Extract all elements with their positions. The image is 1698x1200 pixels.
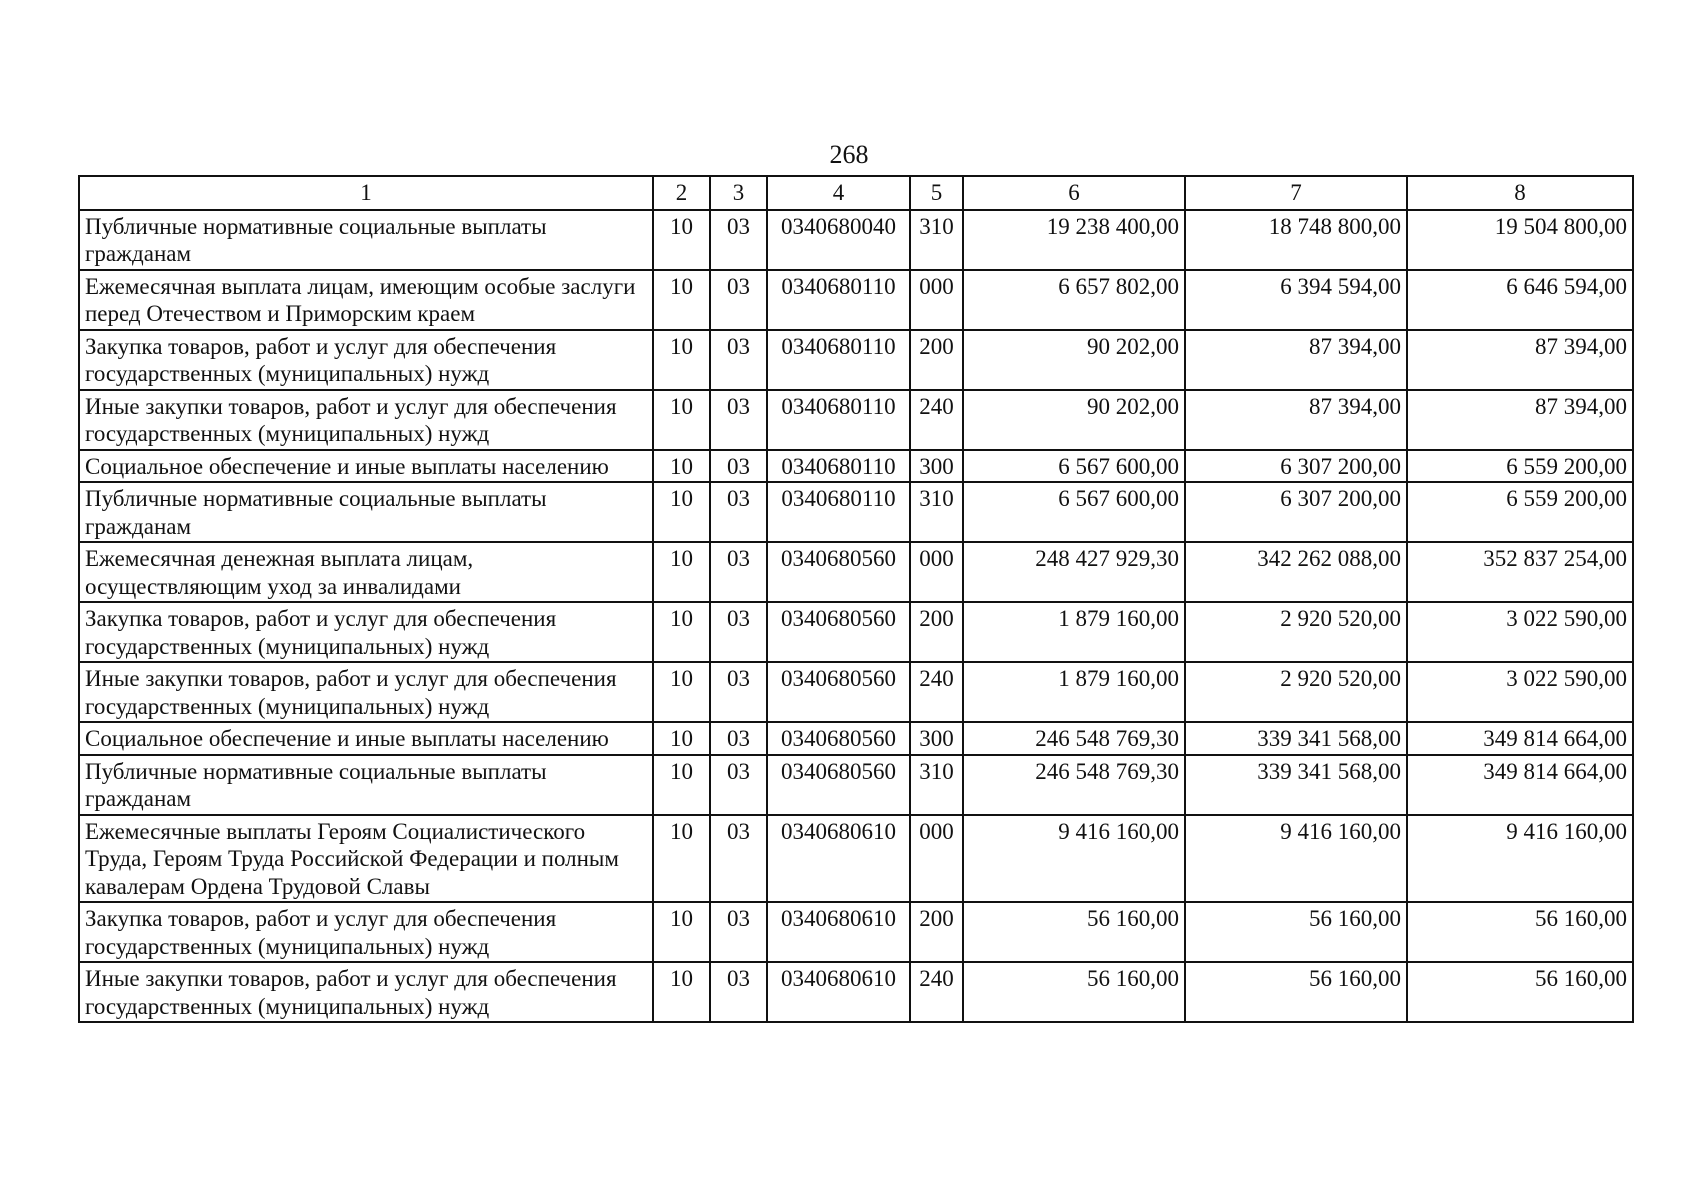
header-row	[79, 176, 1633, 210]
row-name-cell: Публичные нормативные социальные выплаты гражданам	[79, 210, 653, 270]
subsection-cell: 03	[710, 662, 767, 722]
subsection-cell: 03	[710, 815, 767, 903]
table-row	[79, 450, 1633, 483]
section-cell: 10	[653, 722, 710, 755]
section-cell: 10	[653, 962, 710, 1022]
amount-col6-cell: 6 567 600,00	[963, 482, 1185, 542]
amount-col6-cell: 248 427 929,30	[963, 542, 1185, 602]
target-article-cell: 0340680110	[767, 390, 910, 450]
row-name-cell: Публичные нормативные социальные выплаты гражданам	[79, 755, 653, 815]
amount-col7-cell: 18 748 800,00	[1185, 210, 1407, 270]
column-header: 5	[910, 176, 963, 210]
amount-col7-cell: 87 394,00	[1185, 330, 1407, 390]
expense-type-cell: 240	[910, 390, 963, 450]
amount-col8-cell: 56 160,00	[1407, 902, 1633, 962]
section-cell: 10	[653, 902, 710, 962]
amount-col6-cell: 246 548 769,30	[963, 755, 1185, 815]
expense-type-cell: 300	[910, 450, 963, 483]
section-cell: 10	[653, 662, 710, 722]
expense-type-cell: 310	[910, 482, 963, 542]
expense-type-cell: 300	[910, 722, 963, 755]
expense-type-cell: 200	[910, 902, 963, 962]
subsection-cell: 03	[710, 210, 767, 270]
target-article-cell: 0340680610	[767, 962, 910, 1022]
amount-col7-cell: 339 341 568,00	[1185, 722, 1407, 755]
amount-col6-cell: 90 202,00	[963, 330, 1185, 390]
target-article-cell: 0340680560	[767, 662, 910, 722]
amount-col8-cell: 349 814 664,00	[1407, 755, 1633, 815]
section-cell: 10	[653, 755, 710, 815]
subsection-cell: 03	[710, 390, 767, 450]
row-name-cell: Закупка товаров, работ и услуг для обеспечения государственных (муниципальных) нужд	[79, 602, 653, 662]
expense-type-cell: 000	[910, 542, 963, 602]
expense-type-cell: 000	[910, 815, 963, 903]
section-cell: 10	[653, 390, 710, 450]
column-header: 1	[79, 176, 653, 210]
target-article-cell: 0340680110	[767, 330, 910, 390]
amount-col6-cell: 6 567 600,00	[963, 450, 1185, 483]
row-name-cell: Социальное обеспечение и иные выплаты населению	[79, 722, 653, 755]
target-article-cell: 0340680040	[767, 210, 910, 270]
amount-col8-cell: 6 559 200,00	[1407, 450, 1633, 483]
table-row	[79, 330, 1633, 390]
amount-col7-cell: 9 416 160,00	[1185, 815, 1407, 903]
row-name-cell: Публичные нормативные социальные выплаты гражданам	[79, 482, 653, 542]
subsection-cell: 03	[710, 450, 767, 483]
column-header: 7	[1185, 176, 1407, 210]
row-name-cell: Ежемесячные выплаты Героям Социалистического Труда, Героям Труда Российской Федерации и полным кавалерам Ордена Трудовой Славы	[79, 815, 653, 903]
amount-col6-cell: 6 657 802,00	[963, 270, 1185, 330]
table-row	[79, 962, 1633, 1022]
target-article-cell: 0340680110	[767, 450, 910, 483]
amount-col6-cell: 56 160,00	[963, 962, 1185, 1022]
column-header: 2	[653, 176, 710, 210]
column-header: 6	[963, 176, 1185, 210]
subsection-cell: 03	[710, 755, 767, 815]
amount-col8-cell: 56 160,00	[1407, 962, 1633, 1022]
table-row	[79, 722, 1633, 755]
amount-col7-cell: 342 262 088,00	[1185, 542, 1407, 602]
expense-type-cell: 310	[910, 755, 963, 815]
amount-col7-cell: 56 160,00	[1185, 902, 1407, 962]
column-header: 4	[767, 176, 910, 210]
amount-col6-cell: 19 238 400,00	[963, 210, 1185, 270]
subsection-cell: 03	[710, 330, 767, 390]
table-row	[79, 542, 1633, 602]
amount-col8-cell: 349 814 664,00	[1407, 722, 1633, 755]
amount-col7-cell: 87 394,00	[1185, 390, 1407, 450]
table-row	[79, 662, 1633, 722]
expense-type-cell: 310	[910, 210, 963, 270]
table-body	[79, 210, 1633, 1023]
expense-type-cell: 200	[910, 602, 963, 662]
row-name-cell: Ежемесячная выплата лицам, имеющим особые заслуги перед Отечеством и Приморским краем	[79, 270, 653, 330]
row-name-cell: Закупка товаров, работ и услуг для обеспечения государственных (муниципальных) нужд	[79, 902, 653, 962]
target-article-cell: 0340680560	[767, 722, 910, 755]
table-row	[79, 270, 1633, 330]
budget-table	[78, 175, 1634, 1023]
row-name-cell: Социальное обеспечение и иные выплаты населению	[79, 450, 653, 483]
subsection-cell: 03	[710, 722, 767, 755]
amount-col8-cell: 352 837 254,00	[1407, 542, 1633, 602]
expense-type-cell: 240	[910, 662, 963, 722]
amount-col8-cell: 19 504 800,00	[1407, 210, 1633, 270]
section-cell: 10	[653, 542, 710, 602]
table-row	[79, 815, 1633, 903]
table-row	[79, 602, 1633, 662]
row-name-cell: Иные закупки товаров, работ и услуг для обеспечения государственных (муниципальных) нужд	[79, 662, 653, 722]
amount-col8-cell: 3 022 590,00	[1407, 662, 1633, 722]
amount-col6-cell: 1 879 160,00	[963, 662, 1185, 722]
row-name-cell: Закупка товаров, работ и услуг для обеспечения государственных (муниципальных) нужд	[79, 330, 653, 390]
section-cell: 10	[653, 602, 710, 662]
section-cell: 10	[653, 450, 710, 483]
amount-col6-cell: 246 548 769,30	[963, 722, 1185, 755]
amount-col8-cell: 6 646 594,00	[1407, 270, 1633, 330]
subsection-cell: 03	[710, 902, 767, 962]
target-article-cell: 0340680610	[767, 815, 910, 903]
table-row	[79, 390, 1633, 450]
amount-col7-cell: 2 920 520,00	[1185, 662, 1407, 722]
section-cell: 10	[653, 482, 710, 542]
target-article-cell: 0340680110	[767, 482, 910, 542]
amount-col6-cell: 56 160,00	[963, 902, 1185, 962]
amount-col8-cell: 87 394,00	[1407, 330, 1633, 390]
column-header: 3	[710, 176, 767, 210]
target-article-cell: 0340680610	[767, 902, 910, 962]
row-name-cell: Иные закупки товаров, работ и услуг для обеспечения государственных (муниципальных) нужд	[79, 962, 653, 1022]
page-number: 268	[829, 140, 869, 169]
amount-col8-cell: 9 416 160,00	[1407, 815, 1633, 903]
subsection-cell: 03	[710, 962, 767, 1022]
amount-col7-cell: 6 307 200,00	[1185, 482, 1407, 542]
amount-col6-cell: 1 879 160,00	[963, 602, 1185, 662]
target-article-cell: 0340680560	[767, 542, 910, 602]
table-row	[79, 482, 1633, 542]
expense-type-cell: 000	[910, 270, 963, 330]
amount-col8-cell: 3 022 590,00	[1407, 602, 1633, 662]
subsection-cell: 03	[710, 542, 767, 602]
amount-col8-cell: 87 394,00	[1407, 390, 1633, 450]
expense-type-cell: 240	[910, 962, 963, 1022]
expense-type-cell: 200	[910, 330, 963, 390]
row-name-cell: Ежемесячная денежная выплата лицам, осуществляющим уход за инвалидами	[79, 542, 653, 602]
table-row	[79, 902, 1633, 962]
amount-col6-cell: 9 416 160,00	[963, 815, 1185, 903]
subsection-cell: 03	[710, 602, 767, 662]
amount-col7-cell: 6 394 594,00	[1185, 270, 1407, 330]
section-cell: 10	[653, 330, 710, 390]
column-header: 8	[1407, 176, 1633, 210]
section-cell: 10	[653, 815, 710, 903]
section-cell: 10	[653, 210, 710, 270]
amount-col7-cell: 2 920 520,00	[1185, 602, 1407, 662]
target-article-cell: 0340680560	[767, 602, 910, 662]
table-row	[79, 210, 1633, 270]
amount-col7-cell: 56 160,00	[1185, 962, 1407, 1022]
table-row	[79, 755, 1633, 815]
amount-col8-cell: 6 559 200,00	[1407, 482, 1633, 542]
section-cell: 10	[653, 270, 710, 330]
amount-col7-cell: 6 307 200,00	[1185, 450, 1407, 483]
target-article-cell: 0340680110	[767, 270, 910, 330]
subsection-cell: 03	[710, 482, 767, 542]
subsection-cell: 03	[710, 270, 767, 330]
row-name-cell: Иные закупки товаров, работ и услуг для обеспечения государственных (муниципальных) нужд	[79, 390, 653, 450]
amount-col6-cell: 90 202,00	[963, 390, 1185, 450]
amount-col7-cell: 339 341 568,00	[1185, 755, 1407, 815]
target-article-cell: 0340680560	[767, 755, 910, 815]
